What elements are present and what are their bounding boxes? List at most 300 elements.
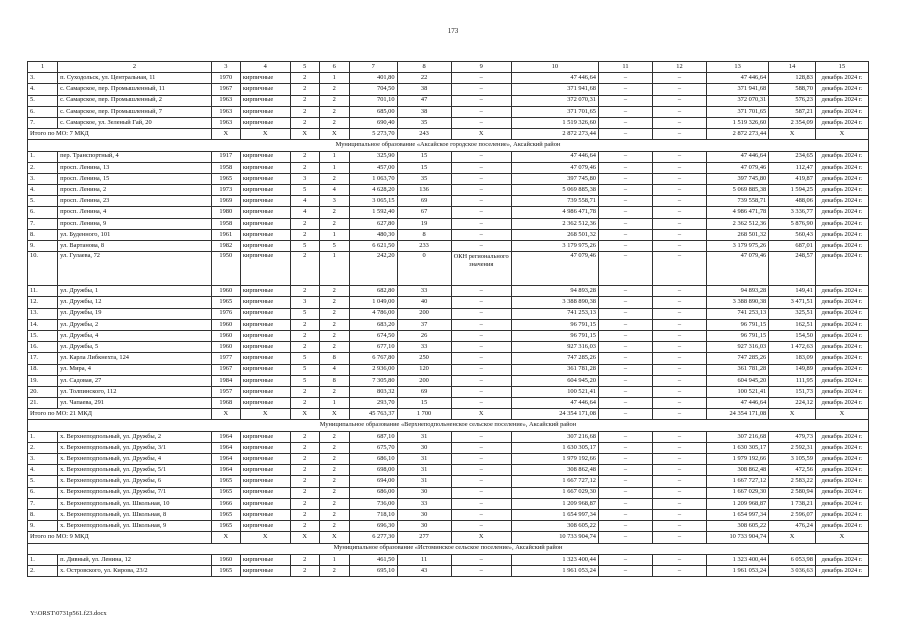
table-cell: 1 630 305,17 bbox=[511, 442, 598, 453]
col-number: 7 bbox=[349, 62, 397, 73]
table-cell: кирпичные bbox=[240, 521, 290, 532]
table-cell: 683,20 bbox=[349, 319, 397, 330]
table-cell: 128,83 bbox=[769, 73, 816, 84]
table-cell: 17. bbox=[28, 353, 58, 364]
table-cell: – bbox=[451, 330, 511, 341]
table-cell: – bbox=[652, 73, 706, 84]
table-cell: – bbox=[451, 297, 511, 308]
table-cell: 685,00 bbox=[349, 106, 397, 117]
table-cell: 3 336,77 bbox=[769, 207, 816, 218]
table-cell: декабрь 2024 г. bbox=[815, 151, 868, 162]
table-cell: 2 362 512,36 bbox=[706, 218, 768, 229]
building-address: п. Суходольск, ул. Центральная, 11 bbox=[58, 73, 212, 84]
total-cell: – bbox=[652, 129, 706, 140]
table-cell: декабрь 2024 г. bbox=[815, 218, 868, 229]
table-cell: 2 583,22 bbox=[769, 476, 816, 487]
table-cell: – bbox=[598, 509, 652, 520]
table-cell: кирпичные bbox=[240, 509, 290, 520]
building-address: ул. Дружбы, 4 bbox=[58, 330, 212, 341]
table-cell: 1965 bbox=[211, 509, 240, 520]
building-address: просп. Ленина, 2 bbox=[58, 185, 212, 196]
table-cell: 686,10 bbox=[349, 454, 397, 465]
table-cell: – bbox=[598, 252, 652, 286]
table-cell: 47 446,64 bbox=[706, 398, 768, 409]
table-cell: 2 bbox=[319, 386, 349, 397]
table-cell: – bbox=[652, 487, 706, 498]
building-row bbox=[28, 353, 869, 364]
building-address: х. Верхнеподпольный, ул. Дружбы, 6 bbox=[58, 476, 212, 487]
table-cell: – bbox=[652, 229, 706, 240]
table-cell: – bbox=[598, 498, 652, 509]
table-cell: 0 bbox=[397, 252, 451, 286]
table-cell: 6. bbox=[28, 106, 58, 117]
table-cell: 6. bbox=[28, 487, 58, 498]
table-cell: – bbox=[451, 218, 511, 229]
table-cell: – bbox=[451, 185, 511, 196]
table-cell: 69 bbox=[397, 196, 451, 207]
table-cell: 5 bbox=[290, 308, 319, 319]
table-cell: 5 876,90 bbox=[769, 218, 816, 229]
table-cell: – bbox=[598, 454, 652, 465]
col-number: 14 bbox=[769, 62, 816, 73]
table-cell: – bbox=[451, 342, 511, 353]
table-cell: 325,90 bbox=[349, 151, 397, 162]
table-cell: 2 362 512,36 bbox=[511, 218, 598, 229]
building-row bbox=[28, 342, 869, 353]
table-cell: – bbox=[598, 353, 652, 364]
table-cell: 1965 bbox=[211, 521, 240, 532]
table-cell: 1965 bbox=[211, 565, 240, 576]
table-cell: 2 bbox=[290, 398, 319, 409]
table-cell: 687,10 bbox=[349, 431, 397, 442]
table-cell: декабрь 2024 г. bbox=[815, 565, 868, 576]
table-cell: 47 446,64 bbox=[511, 73, 598, 84]
table-cell: декабрь 2024 г. bbox=[815, 286, 868, 297]
file-path-footer: Y:\ORST\0731p561.f23.docx bbox=[30, 610, 107, 617]
table-cell: кирпичные bbox=[240, 375, 290, 386]
table-cell: – bbox=[598, 375, 652, 386]
total-cell: – bbox=[652, 409, 706, 420]
building-row bbox=[28, 487, 869, 498]
table-cell: 38 bbox=[397, 84, 451, 95]
table-cell: кирпичные bbox=[240, 498, 290, 509]
table-cell: 4. bbox=[28, 185, 58, 196]
table-cell: 1 961 053,24 bbox=[511, 565, 598, 576]
table-cell: 149,89 bbox=[769, 364, 816, 375]
table-cell: 21. bbox=[28, 398, 58, 409]
municipality-total-row bbox=[28, 532, 869, 543]
table-cell: 1 bbox=[319, 162, 349, 173]
table-cell: – bbox=[451, 207, 511, 218]
table-cell: 2 bbox=[319, 330, 349, 341]
table-cell: – bbox=[652, 241, 706, 252]
table-cell: кирпичные bbox=[240, 73, 290, 84]
table-cell: 1 630 305,17 bbox=[706, 442, 768, 453]
building-row bbox=[28, 297, 869, 308]
building-row bbox=[28, 454, 869, 465]
table-cell: – bbox=[451, 364, 511, 375]
table-cell: декабрь 2024 г. bbox=[815, 330, 868, 341]
total-cell: X bbox=[815, 409, 868, 420]
table-cell: 233 bbox=[397, 241, 451, 252]
table-cell: – bbox=[451, 565, 511, 576]
table-cell: 268 501,32 bbox=[511, 229, 598, 240]
table-cell: кирпичные bbox=[240, 554, 290, 565]
table-cell: 2 bbox=[290, 498, 319, 509]
table-cell: 1 667 727,12 bbox=[511, 476, 598, 487]
table-cell: 248,57 bbox=[769, 252, 816, 286]
table-cell: 1 bbox=[319, 252, 349, 286]
table-cell: 2 354,09 bbox=[769, 117, 816, 128]
col-number: 2 bbox=[58, 62, 212, 73]
table-cell: 15 bbox=[397, 398, 451, 409]
total-cell: X bbox=[769, 532, 816, 543]
table-cell: 371 941,68 bbox=[706, 84, 768, 95]
table-cell: – bbox=[598, 398, 652, 409]
table-cell: 2 bbox=[319, 498, 349, 509]
table-cell: 604 945,20 bbox=[511, 375, 598, 386]
table-cell: декабрь 2024 г. bbox=[815, 84, 868, 95]
municipality-section-row bbox=[28, 420, 869, 431]
table-cell: 4 bbox=[290, 196, 319, 207]
building-row bbox=[28, 207, 869, 218]
table-cell: 33 bbox=[397, 286, 451, 297]
table-cell: 8. bbox=[28, 229, 58, 240]
table-cell: 1964 bbox=[211, 454, 240, 465]
table-cell: 479,73 bbox=[769, 431, 816, 442]
table-cell: 2 bbox=[290, 386, 319, 397]
table-cell: 10. bbox=[28, 252, 58, 286]
table-cell: декабрь 2024 г. bbox=[815, 342, 868, 353]
table-cell: 325,51 bbox=[769, 308, 816, 319]
building-row bbox=[28, 442, 869, 453]
total-cell: 2 872 273,44 bbox=[511, 129, 598, 140]
table-cell: – bbox=[451, 241, 511, 252]
table-cell: 1917 bbox=[211, 151, 240, 162]
table-cell: 2 bbox=[319, 308, 349, 319]
total-cell: X bbox=[290, 129, 319, 140]
building-row bbox=[28, 218, 869, 229]
table-cell: – bbox=[652, 252, 706, 286]
table-cell: – bbox=[652, 398, 706, 409]
table-cell: 224,12 bbox=[769, 398, 816, 409]
table-cell: декабрь 2024 г. bbox=[815, 364, 868, 375]
table-cell: декабрь 2024 г. bbox=[815, 509, 868, 520]
table-cell: 1965 bbox=[211, 476, 240, 487]
table-cell: – bbox=[598, 386, 652, 397]
total-cell: – bbox=[598, 409, 652, 420]
table-cell: – bbox=[451, 95, 511, 106]
total-cell: X bbox=[451, 532, 511, 543]
table-cell: 1963 bbox=[211, 106, 240, 117]
building-address: ул. Дружбы, 1 bbox=[58, 286, 212, 297]
table-cell: 2 bbox=[319, 442, 349, 453]
table-cell: – bbox=[652, 106, 706, 117]
table-cell: 2 bbox=[319, 521, 349, 532]
table-cell: 4 bbox=[319, 364, 349, 375]
building-row bbox=[28, 73, 869, 84]
total-cell: X bbox=[211, 129, 240, 140]
table-cell: 747 285,26 bbox=[706, 353, 768, 364]
building-row bbox=[28, 286, 869, 297]
table-cell: кирпичные bbox=[240, 162, 290, 173]
table-cell: декабрь 2024 г. bbox=[815, 297, 868, 308]
table-cell: декабрь 2024 г. bbox=[815, 117, 868, 128]
table-cell: 120 bbox=[397, 364, 451, 375]
table-cell: 1967 bbox=[211, 84, 240, 95]
table-cell: – bbox=[652, 454, 706, 465]
table-cell: 20. bbox=[28, 386, 58, 397]
total-cell: X bbox=[290, 532, 319, 543]
table-cell: 674,50 bbox=[349, 330, 397, 341]
table-cell: – bbox=[652, 342, 706, 353]
table-cell: декабрь 2024 г. bbox=[815, 442, 868, 453]
table-cell: 3 388 890,38 bbox=[706, 297, 768, 308]
building-row bbox=[28, 308, 869, 319]
total-cell: 5 273,70 bbox=[349, 129, 397, 140]
building-address: просп. Ленина, 9 bbox=[58, 218, 212, 229]
table-cell: кирпичные bbox=[240, 364, 290, 375]
building-row bbox=[28, 431, 869, 442]
table-cell: 1973 bbox=[211, 185, 240, 196]
table-cell: 5 bbox=[290, 364, 319, 375]
table-cell: 11. bbox=[28, 286, 58, 297]
table-cell: – bbox=[652, 509, 706, 520]
table-cell: 2 bbox=[319, 106, 349, 117]
table-cell: 307 216,68 bbox=[706, 431, 768, 442]
table-cell: 2 bbox=[319, 476, 349, 487]
table-cell: 3 179 975,26 bbox=[706, 241, 768, 252]
total-cell: X bbox=[815, 532, 868, 543]
table-cell: 38 bbox=[397, 106, 451, 117]
table-cell: 2 bbox=[319, 173, 349, 184]
table-cell: декабрь 2024 г. bbox=[815, 196, 868, 207]
table-cell: декабрь 2024 г. bbox=[815, 162, 868, 173]
table-cell: – bbox=[451, 319, 511, 330]
table-cell: 3. bbox=[28, 173, 58, 184]
table-cell: декабрь 2024 г. bbox=[815, 375, 868, 386]
table-cell: декабрь 2024 г. bbox=[815, 454, 868, 465]
table-cell: 6 053,98 bbox=[769, 554, 816, 565]
total-cell: X bbox=[769, 409, 816, 420]
total-cell: X bbox=[240, 129, 290, 140]
column-number-row bbox=[28, 62, 869, 73]
table-cell: 1970 bbox=[211, 73, 240, 84]
table-cell: 307 216,68 bbox=[511, 431, 598, 442]
table-cell: 35 bbox=[397, 117, 451, 128]
table-cell: – bbox=[652, 386, 706, 397]
table-cell: 11 bbox=[397, 554, 451, 565]
table-cell: 587,21 bbox=[769, 106, 816, 117]
table-cell: – bbox=[451, 398, 511, 409]
col-number: 6 bbox=[319, 62, 349, 73]
table-cell: 2 bbox=[290, 454, 319, 465]
building-row bbox=[28, 554, 869, 565]
table-cell: 5 bbox=[290, 353, 319, 364]
table-cell: 2 bbox=[290, 218, 319, 229]
building-row bbox=[28, 476, 869, 487]
table-cell: 8. bbox=[28, 509, 58, 520]
table-cell: 12. bbox=[28, 297, 58, 308]
total-cell: X bbox=[815, 129, 868, 140]
building-row bbox=[28, 84, 869, 95]
table-cell: 371 701,65 bbox=[511, 106, 598, 117]
table-cell: 151,73 bbox=[769, 386, 816, 397]
table-cell: 2 bbox=[290, 95, 319, 106]
table-cell: 2. bbox=[28, 442, 58, 453]
table-cell: 461,50 bbox=[349, 554, 397, 565]
table-cell: 6 621,50 bbox=[349, 241, 397, 252]
table-cell: 200 bbox=[397, 308, 451, 319]
table-cell: 31 bbox=[397, 476, 451, 487]
table-cell: 1960 bbox=[211, 286, 240, 297]
table-cell: – bbox=[652, 218, 706, 229]
total-cell: X bbox=[319, 409, 349, 420]
total-cell: – bbox=[652, 532, 706, 543]
table-cell: – bbox=[451, 117, 511, 128]
col-number: 15 bbox=[815, 62, 868, 73]
table-cell: 1 209 968,87 bbox=[706, 498, 768, 509]
total-cell: X bbox=[211, 532, 240, 543]
table-cell: – bbox=[451, 431, 511, 442]
table-cell: 5. bbox=[28, 196, 58, 207]
table-cell: 293,70 bbox=[349, 398, 397, 409]
table-cell: 5. bbox=[28, 476, 58, 487]
table-cell: 696,30 bbox=[349, 521, 397, 532]
building-address: ул. Дружбы, 2 bbox=[58, 319, 212, 330]
table-cell: 3 179 975,26 bbox=[511, 241, 598, 252]
table-cell: 5 bbox=[319, 241, 349, 252]
table-cell: 183,09 bbox=[769, 353, 816, 364]
municipality-total-row bbox=[28, 409, 869, 420]
table-cell: 1 667 029,30 bbox=[511, 487, 598, 498]
table-cell: 1 654 997,34 bbox=[511, 509, 598, 520]
table-cell: 2 bbox=[319, 297, 349, 308]
table-cell: – bbox=[652, 431, 706, 442]
table-cell: – bbox=[652, 498, 706, 509]
table-cell: 100 521,41 bbox=[706, 386, 768, 397]
building-row bbox=[28, 565, 869, 576]
building-row bbox=[28, 173, 869, 184]
table-cell: 4. bbox=[28, 465, 58, 476]
table-cell: – bbox=[652, 521, 706, 532]
col-number: 8 bbox=[397, 62, 451, 73]
table-cell: 47 446,64 bbox=[511, 398, 598, 409]
table-cell: декабрь 2024 г. bbox=[815, 554, 868, 565]
table-cell: 7. bbox=[28, 218, 58, 229]
col-number: 4 bbox=[240, 62, 290, 73]
table-cell: 16. bbox=[28, 342, 58, 353]
table-cell: 480,30 bbox=[349, 229, 397, 240]
table-cell: 4 bbox=[290, 207, 319, 218]
table-cell: 588,70 bbox=[769, 84, 816, 95]
table-cell: 2 bbox=[290, 431, 319, 442]
table-cell: 682,80 bbox=[349, 286, 397, 297]
building-row bbox=[28, 509, 869, 520]
table-cell: кирпичные bbox=[240, 476, 290, 487]
table-cell: 687,01 bbox=[769, 241, 816, 252]
table-cell: 371 941,68 bbox=[511, 84, 598, 95]
table-cell: 741 253,13 bbox=[511, 308, 598, 319]
table-cell: 2 bbox=[290, 442, 319, 453]
table-cell: 7. bbox=[28, 498, 58, 509]
table-cell: 19 bbox=[397, 218, 451, 229]
building-address: ул. Садовая, 27 bbox=[58, 375, 212, 386]
table-cell: 47 bbox=[397, 95, 451, 106]
building-address: х. Верхнеподпольный, ул. Школьная, 9 bbox=[58, 521, 212, 532]
table-cell: 1 bbox=[319, 151, 349, 162]
table-cell: 234,65 bbox=[769, 151, 816, 162]
table-cell: кирпичные bbox=[240, 196, 290, 207]
table-cell: 3 bbox=[319, 196, 349, 207]
total-cell: X bbox=[451, 129, 511, 140]
table-cell: 739 558,71 bbox=[706, 196, 768, 207]
table-cell: 1958 bbox=[211, 218, 240, 229]
table-cell: 43 bbox=[397, 565, 451, 576]
table-cell: 5 bbox=[290, 185, 319, 196]
table-cell: декабрь 2024 г. bbox=[815, 398, 868, 409]
table-cell: 1 bbox=[319, 554, 349, 565]
col-number: 12 bbox=[652, 62, 706, 73]
table-cell: 47 079,46 bbox=[706, 252, 768, 286]
table-cell: 3 105,59 bbox=[769, 454, 816, 465]
table-cell: – bbox=[451, 375, 511, 386]
table-cell: 1957 bbox=[211, 386, 240, 397]
building-address: пер. Транспортный, 4 bbox=[58, 151, 212, 162]
table-cell: 67 bbox=[397, 207, 451, 218]
table-cell: 2 bbox=[290, 342, 319, 353]
table-cell: – bbox=[598, 207, 652, 218]
table-cell: 1 bbox=[319, 229, 349, 240]
table-cell: – bbox=[451, 498, 511, 509]
table-cell: декабрь 2024 г. bbox=[815, 465, 868, 476]
table-cell: 111,95 bbox=[769, 375, 816, 386]
building-row bbox=[28, 465, 869, 476]
table-cell: кирпичные bbox=[240, 565, 290, 576]
table-cell: декабрь 2024 г. bbox=[815, 207, 868, 218]
table-cell: 2 bbox=[319, 565, 349, 576]
building-address: ул. Дружбы, 5 bbox=[58, 342, 212, 353]
table-cell: 1964 bbox=[211, 465, 240, 476]
table-cell: 698,00 bbox=[349, 465, 397, 476]
table-cell: 15 bbox=[397, 162, 451, 173]
table-cell: 1 592,40 bbox=[349, 207, 397, 218]
table-cell: декабрь 2024 г. bbox=[815, 498, 868, 509]
table-cell: кирпичные bbox=[240, 386, 290, 397]
table-cell: 308 605,22 bbox=[706, 521, 768, 532]
building-row bbox=[28, 241, 869, 252]
table-cell: 47 079,46 bbox=[511, 162, 598, 173]
table-cell: 803,32 bbox=[349, 386, 397, 397]
table-cell: – bbox=[451, 173, 511, 184]
table-cell: – bbox=[598, 554, 652, 565]
building-address: ул. Мира, 4 bbox=[58, 364, 212, 375]
table-cell: 47 079,46 bbox=[511, 252, 598, 286]
total-cell: 2 872 273,44 bbox=[706, 129, 768, 140]
table-cell: кирпичные bbox=[240, 487, 290, 498]
building-address: просп. Ленина, 15 bbox=[58, 173, 212, 184]
table-cell: кирпичные bbox=[240, 431, 290, 442]
total-cell: 45 763,37 bbox=[349, 409, 397, 420]
table-cell: – bbox=[598, 364, 652, 375]
table-cell: 8 bbox=[319, 353, 349, 364]
table-cell: – bbox=[652, 207, 706, 218]
table-cell: – bbox=[652, 565, 706, 576]
table-cell: 136 bbox=[397, 185, 451, 196]
table-cell: 1963 bbox=[211, 95, 240, 106]
building-row bbox=[28, 117, 869, 128]
table-cell: 2. bbox=[28, 565, 58, 576]
